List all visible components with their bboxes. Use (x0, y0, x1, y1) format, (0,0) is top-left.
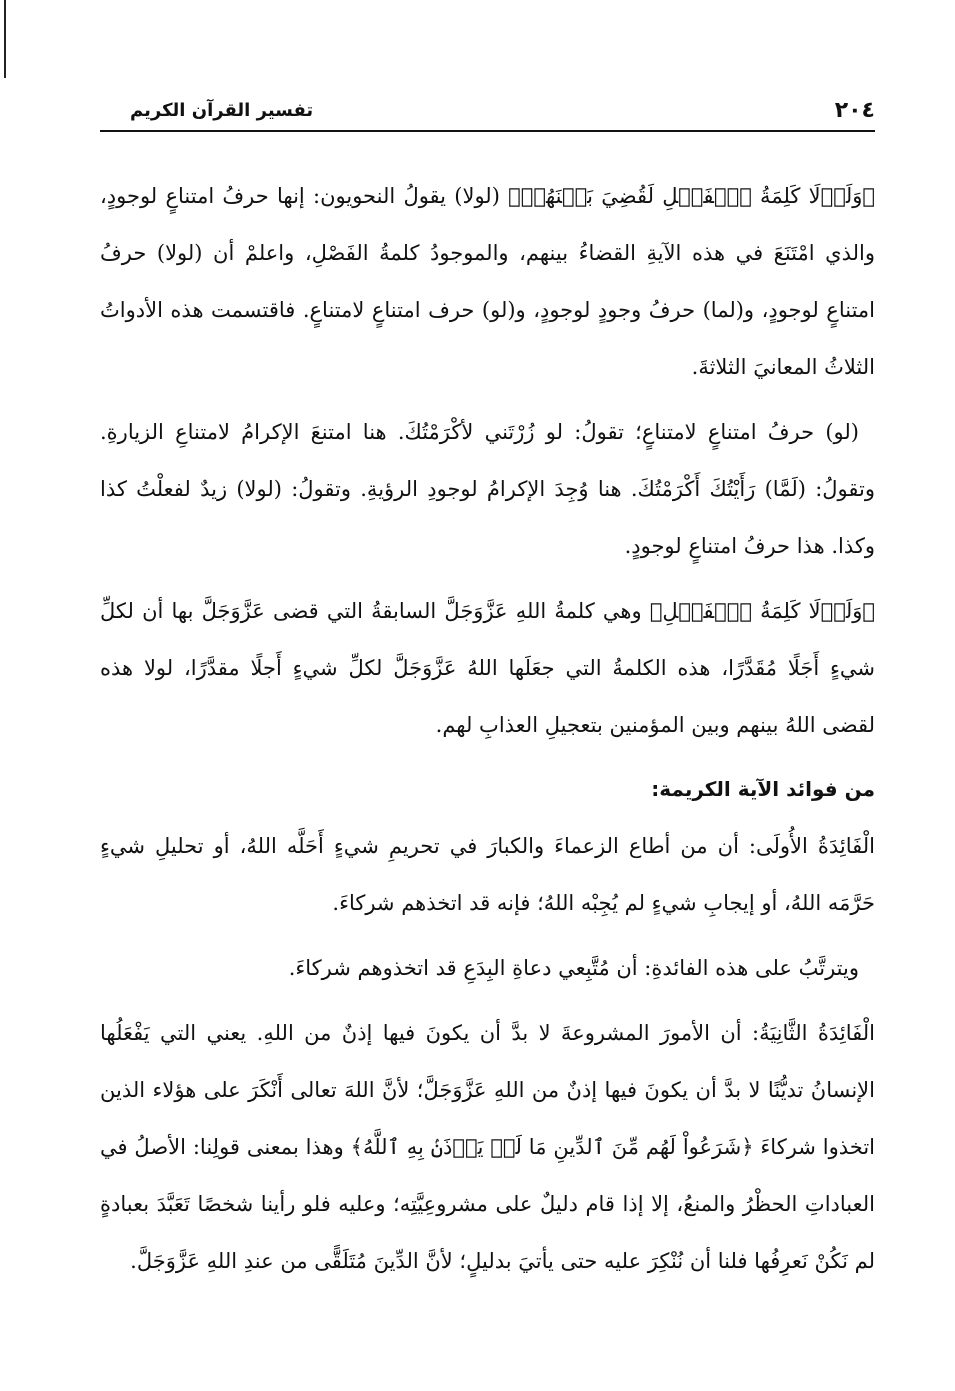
page-header (100, 94, 875, 132)
benefit-first-consequence: ويترتَّبُ على هذه الفائدةِ: أن مُتَّبِعي دعاةِ البِدَعِ قد اتخذوهم شركاءَ. (288, 956, 859, 980)
paragraph-lawla-grammar: ﴿وَلَوۡلَا كَلِمَةُ ٱلۡفَصۡلِ لَقُضِيَ بَيۡنَهُمۡ﴾ (لولا) يقولُ النحويون: إنها حرفُ امتناعٍ لوجودٍ، والذي امْتَنَعَ في هذه الآيةِ القضاءُ بينهم، والموجودُ كلمةُ الفَصْلِ، واعلمْ أن (لولا) حرفُ امتناعٍ لوجودٍ، و(لما) حرفُ وجودٍ لوجودٍ، و(لو) حرف امتناعٍ لامتناعٍ. فاقتسمت هذه الأدواتُ الثلاثُ المعانيَ الثلاثةَ. (100, 184, 875, 379)
paragraph-word-of-decision: ﴿وَلَوۡلَا كَلِمَةُ ٱلۡفَصۡلِ﴾ وهي كلمةُ اللهِ عَزَّوَجَلَّ السابقةُ التي قضى عَزَّوَجَلَّ بها أن لكلِّ شيءٍ أَجَلًا مُقَدَّرًا، هذه الكلمةُ التي جعَلَها اللهُ عَزَّوَجَلَّ لكلِّ شيءٍ أَجلًا مقدَّرًا، لولا هذه لقضى اللهُ بينهم وبين المؤمنين بتعجيلِ العذابِ لهم. (100, 599, 875, 737)
page-number: ٢٠٤ (834, 98, 875, 123)
section-heading-benefits: من فوائد الآية الكريمة: (651, 777, 875, 801)
book-page (100, 94, 875, 1298)
scan-edge-mark (4, 0, 6, 78)
running-title: تفسير القرآن الكريم (130, 100, 314, 121)
benefit-first: الْفَائِدَةُ الأُولَى: أن من أطاع الزعماءَ والكبارَ في تحريمِ شيءٍ أَحَلَّه اللهُ، أو تحليلِ شيءٍ حَرَّمَه اللهُ، أو إيجابِ شيءٍ لم يُجِبْه اللهُ؛ فإنه قد اتخذهم شركاءَ. (100, 834, 875, 915)
paragraph-law-examples: (لو) حرفُ امتناعٍ لامتناعٍ؛ تقولُ: لو زُرْتَني لأكْرَمْتُكَ. هنا امتنعَ الإكرامُ لامتناعِ الزيارةِ. وتقولُ: (لَمَّا) رَأَيْتُكَ أَكْرَمْتُكَ. هنا وُجِدَ الإكرامُ لوجودِ الرؤيةِ. وتقولُ: (لولا) زيدٌ لفعلْتُ كذا وكذا. هذا حرفُ امتناعٍ لوجودٍ. (100, 420, 875, 558)
page-content (100, 168, 875, 1290)
benefit-second: الْفَائِدَةُ الثَّانِيَةُ: أن الأمورَ المشروعةَ لا بدَّ أن يكونَ فيها إذنٌ من اللهِ. يعني التي يَفْعَلُها الإنسانُ تديُّنًا لا بدَّ أن يكونَ فيها إذنٌ من اللهِ عَزَّوَجَلَّ؛ لأنَّ اللهَ تعالى أَنْكَرَ على هؤلاء الذين اتخذوا شركاءَ ﴿شَرَعُواْ لَهُم مِّنَ ٱلدِّينِ مَا لَمۡ يَأۡذَنۢ بِهِ ٱللَّهُ﴾ وهذا بمعنى قولِنا: الأصلُ في العباداتِ الحظْرُ والمنعُ، إلا إذا قام دليلٌ على مشروعِيَّتِه؛ وعليه فلو رأينا شخصًا تَعَبَّدَ بعبادةٍ لم نَكُنْ نَعرِفُها فلنا أن نُنْكِرَ عليه حتى يأتيَ بدليلٍ؛ لأنَّ الدِّينَ مُتَلَقًّى من عندِ اللهِ عَزَّوَجَلَّ. (100, 1021, 875, 1273)
